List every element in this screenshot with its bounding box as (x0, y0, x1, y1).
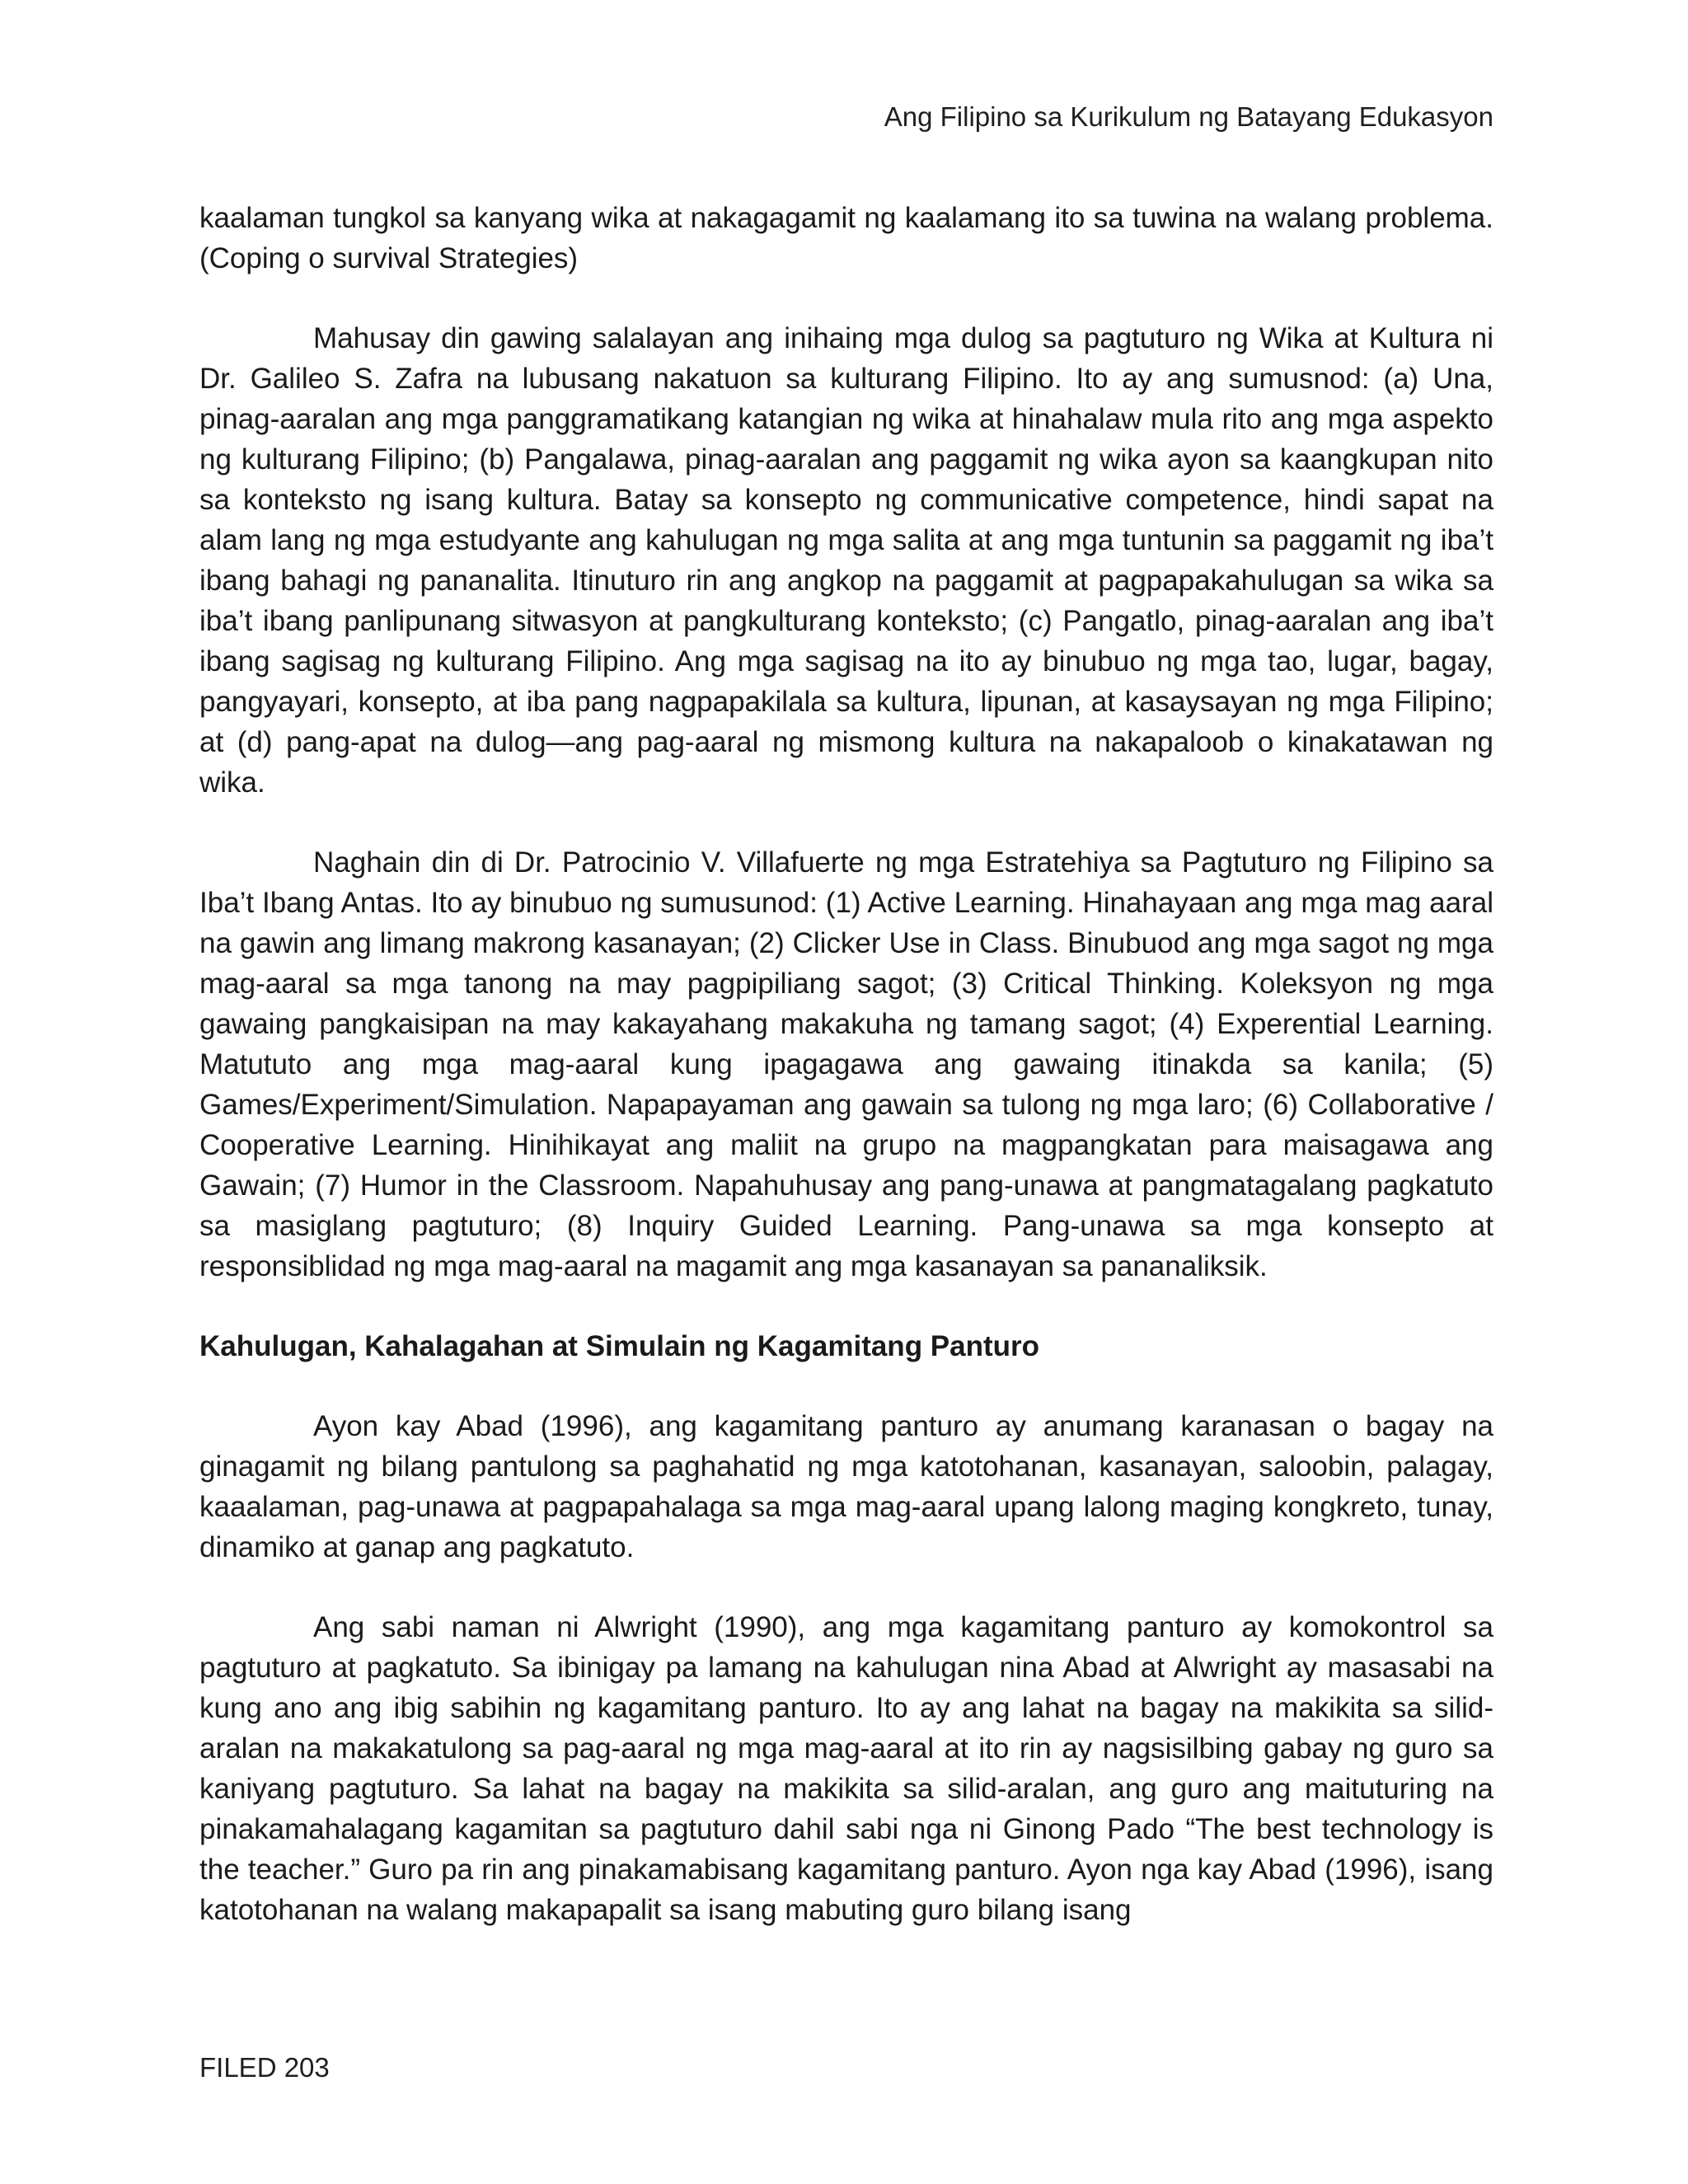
section-heading: Kahulugan, Kahalagahan at Simulain ng Kagamitang Panturo (199, 1330, 1040, 1362)
paragraph-alwright-definition: Ang sabi naman ni Alwright (1990), ang mga kagamitang panturo ay komokontrol sa pagtuturo at pagkatuto. Sa ibinigay pa lamang na kahulugan nina Abad at Alwright ay masasabi na kung ano ang ibig sabihin ng kagamitang panturo. Ito ay ang lahat na bagay na makikita sa silid-aralan na makakatulong sa pag-aaral ng mga mag-aaral at ito rin ay nagsisilbing gabay ng guro sa kaniyang pagtuturo. Sa lahat na bagay na makikita sa silid-aralan, ang guro ang maituturing na pinakamahalagang kagamitan sa pagtuturo dahil sabi nga ni Ginong Pado “The best technology is the teacher.” Guro pa rin ang pinakamabisang kagamitang panturo. Ayon nga kay Abad (1996), isang katotohanan na walang makapapalit sa isang mabuting guro bilang isang (199, 1611, 1493, 1926)
paragraph-abad-definition: Ayon kay Abad (1996), ang kagamitang panturo ay anumang karanasan o bagay na ginagamit ng bilang pantulong sa paghahatid ng mga katotohanan, kasanayan, saloobin, palagay, kaaalaman, pag-unawa at pagpapahalaga sa mga mag-aaral upang lalong maging kongkreto, tunay, dinamiko at ganap ang pagkatuto. (199, 1410, 1493, 1563)
page-body (199, 198, 1493, 1930)
paragraph-continuation: kaalaman tungkol sa kanyang wika at nakagagamit ng kaalamang ito sa tuwina na walang problema.(Coping o survival Strategies) (199, 202, 1493, 274)
page-footer-label: FILED 203 (199, 2052, 330, 2083)
running-header: Ang Filipino sa Kurikulum ng Batayang Edukasyon (884, 101, 1493, 132)
paragraph-villafuerte-strategies: Naghain din di Dr. Patrocinio V. Villafuerte ng mga Estratehiya sa Pagtuturo ng Filipino sa Iba’t Ibang Antas. Ito ay binubuo ng sumusunod: (1) Active Learning. Hinahayaan ang mga mag aaral na gawin ang limang makrong kasanayan; (2) Clicker Use in Class. Binubuod ang mga sagot ng mga mag-aaral sa mga tanong na may pagpipiliang sagot; (3) Critical Thinking. Koleksyon ng mga gawaing pangkaisipan na may kakayahang makakuha ng tamang sagot; (4) Experential Learning. Matututo ang mga mag-aaral kung ipagagawa ang gawaing itinakda sa kanila; (5) Games/Experiment/Simulation. Napapayaman ang gawain sa tulong ng mga laro; (6) Collaborative / Cooperative Learning. Hinihikayat ang maliit na grupo na magpangkatan para maisagawa ang Gawain; (7) Humor in the Classroom. Napahuhusay ang pang-unawa at pangmatagalang pagkatuto sa masiglang pagtuturo; (8) Inquiry Guided Learning. Pang-unawa sa mga konsepto at responsiblidad ng mga mag-aaral na magamit ang mga kasanayan sa pananaliksik. (199, 846, 1493, 1282)
paragraph-zafra-approaches: Mahusay din gawing salalayan ang inihaing mga dulog sa pagtuturo ng Wika at Kultura ni Dr. Galileo S. Zafra na lubusang nakatuon sa kulturang Filipino. Ito ay ang sumusnod: (a) Una, pinag-aaralan ang mga panggramatikang katangian ng wika at hinahalaw mula rito ang mga aspekto ng kulturang Filipino; (b) Pangalawa, pinag-aaralan ang paggamit ng wika ayon sa kaangkupan nito sa konteksto ng isang kultura. Batay sa konsepto ng communicative competence, hindi sapat na alam lang ng mga estudyante ang kahulugan ng mga salita at ang mga tuntunin sa paggamit ng iba’t ibang bahagi ng pananalita. Itinuturo rin ang angkop na paggamit at pagpapakahulugan sa wika sa iba’t ibang panlipunang sitwasyon at pangkulturang konteksto; (c) Pangatlo, pinag-aaralan ang iba’t ibang sagisag ng kulturang Filipino. Ang mga sagisag na ito ay binubuo ng mga tao, lugar, bagay, pangyayari, konsepto, at iba pang nagpapakilala sa kultura, lipunan, at kasaysayan ng mga Filipino; at (d) pang-apat na dulog—ang pag-aaral ng mismong kultura na nakapaloob o kinakatawan ng wika. (199, 322, 1493, 799)
